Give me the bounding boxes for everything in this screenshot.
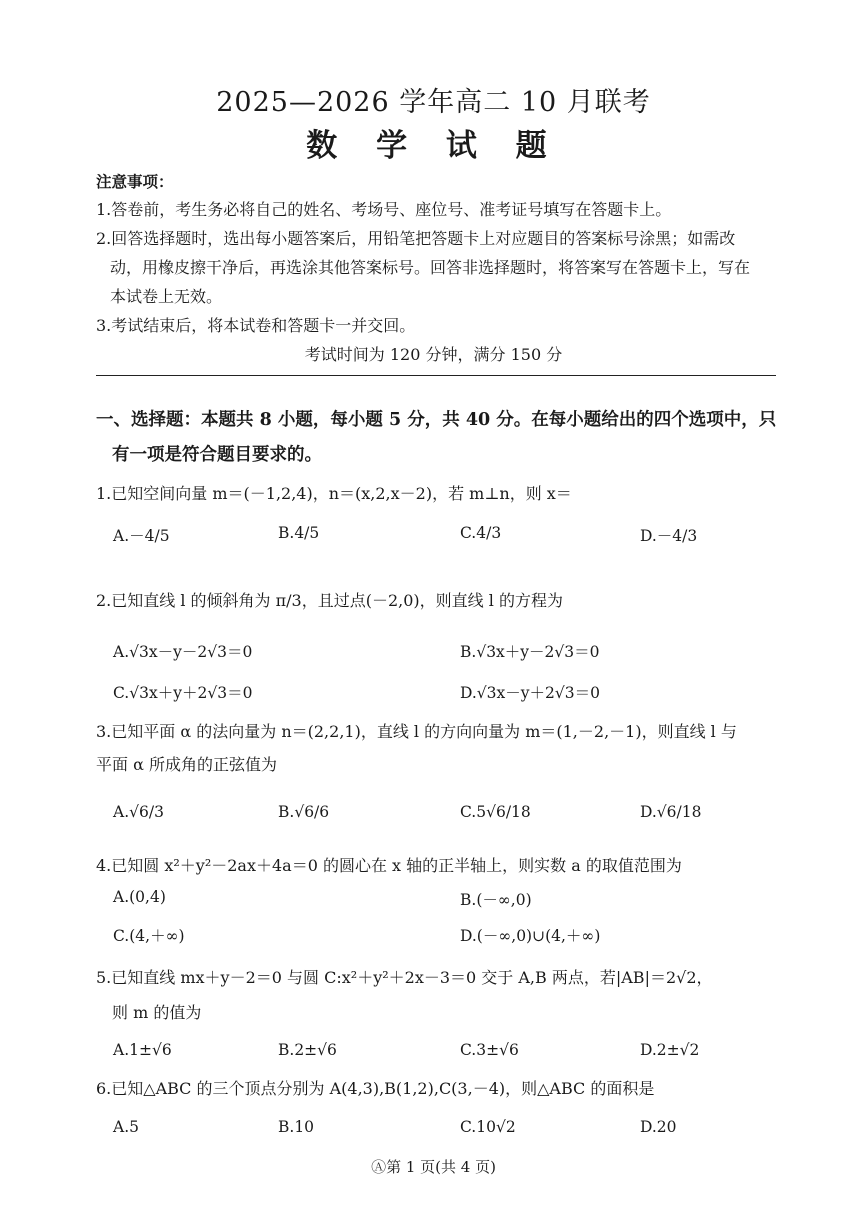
question-6-option-b: B.10 <box>278 1118 315 1136</box>
question-4-option-a: A.(0,4) <box>113 888 166 906</box>
question-6-option-d: D.20 <box>640 1118 677 1136</box>
question-1-option-b: B.4/5 <box>278 524 320 542</box>
question-5-option-d: D.2±√2 <box>640 1041 700 1059</box>
section-heading-line-2: 有一项是符合题目要求的。 <box>112 445 322 465</box>
notice-item-2-line-2: 动，用橡皮擦干净后，再选涂其他答案标号。回答非选择题时，将答案写在答题卡上，写在 <box>110 258 751 277</box>
question-1-option-c: C.4/3 <box>460 524 502 542</box>
notice-item-2-line-3: 本试卷上无效。 <box>110 287 223 306</box>
question-6-option-a: A.5 <box>113 1118 139 1136</box>
question-2-stem: 2.已知直线 l 的倾斜角为 π/3，且过点(－2,0)，则直线 l 的方程为 <box>96 591 563 610</box>
question-5-option-a: A.1±√6 <box>113 1041 172 1059</box>
question-3-stem-line-2: 平面 α 所成角的正弦值为 <box>96 755 277 774</box>
question-5-stem-line-2: 则 m 的值为 <box>112 1003 202 1022</box>
question-5-option-c: C.3±√6 <box>460 1041 519 1059</box>
question-1-option-d: D.－4/3 <box>640 527 698 545</box>
question-3-option-d: D.√6/18 <box>640 803 702 821</box>
question-3-option-b: B.√6/6 <box>278 803 330 821</box>
question-4-option-b: B.(－∞,0) <box>460 891 532 909</box>
notice-item-1: 1.答卷前，考生务必将自己的姓名、考场号、座位号、准考证号填写在答题卡上。 <box>96 200 672 219</box>
question-2-option-c: C.√3x＋y＋2√3＝0 <box>113 684 253 702</box>
notice-item-3: 3.考试结束后，将本试卷和答题卡一并交回。 <box>96 316 416 335</box>
question-5-option-b: B.2±√6 <box>278 1041 337 1059</box>
divider-line <box>96 375 776 376</box>
question-5-stem-line-1: 5.已知直线 mx＋y－2＝0 与圆 C:x²＋y²＋2x－3＝0 交于 A,B 两点，若|AB|＝2√2， <box>96 968 713 987</box>
question-3-option-a: A.√6/3 <box>113 803 164 821</box>
question-4-option-c: C.(4,＋∞) <box>113 927 185 945</box>
exam-title: 2025—2026 学年高二 10 月联考 <box>216 87 651 118</box>
question-4-option-d: D.(－∞,0)∪(4,＋∞) <box>460 927 601 945</box>
question-3-stem-line-1: 3.已知平面 α 的法向量为 n＝(2,2,1)，直线 l 的方向向量为 m＝(1,－2,－1)，则直线 l 与 <box>96 722 737 741</box>
question-2-option-d: D.√3x－y＋2√3＝0 <box>460 684 600 702</box>
page-footer: Ⓐ第 1 页(共 4 页) <box>371 1158 496 1176</box>
question-2-option-a: A.√3x－y－2√3＝0 <box>113 643 253 661</box>
subject-title: 数 学 试 题 <box>306 128 561 164</box>
question-1-stem: 1.已知空间向量 m＝(－1,2,4)，n＝(x,2,x－2)，若 m⊥n，则 x＝ <box>96 484 572 503</box>
question-4-stem: 4.已知圆 x²＋y²－2ax＋4a＝0 的圆心在 x 轴的正半轴上，则实数 a 的取值范围为 <box>96 856 682 875</box>
question-3-option-c: C.5√6/18 <box>460 803 531 821</box>
exam-time-info: 考试时间为 120 分钟，满分 150 分 <box>304 345 563 364</box>
notice-item-2-line-1: 2.回答选择题时，选出每小题答案后，用铅笔把答题卡上对应题目的答案标号涂黑；如需改 <box>96 229 736 248</box>
question-1-option-a: A.－4/5 <box>113 527 170 545</box>
notice-heading: 注意事项： <box>96 172 174 191</box>
question-6-option-c: C.10√2 <box>460 1118 516 1136</box>
question-2-option-b: B.√3x＋y－2√3＝0 <box>460 643 600 661</box>
section-heading-line-1: 一、选择题：本题共 8 小题，每小题 5 分，共 40 分。在每小题给出的四个选项中，只 <box>96 410 777 430</box>
question-6-stem: 6.已知△ABC 的三个顶点分别为 A(4,3),B(1,2),C(3,－4)，则△ABC 的面积是 <box>96 1079 655 1098</box>
